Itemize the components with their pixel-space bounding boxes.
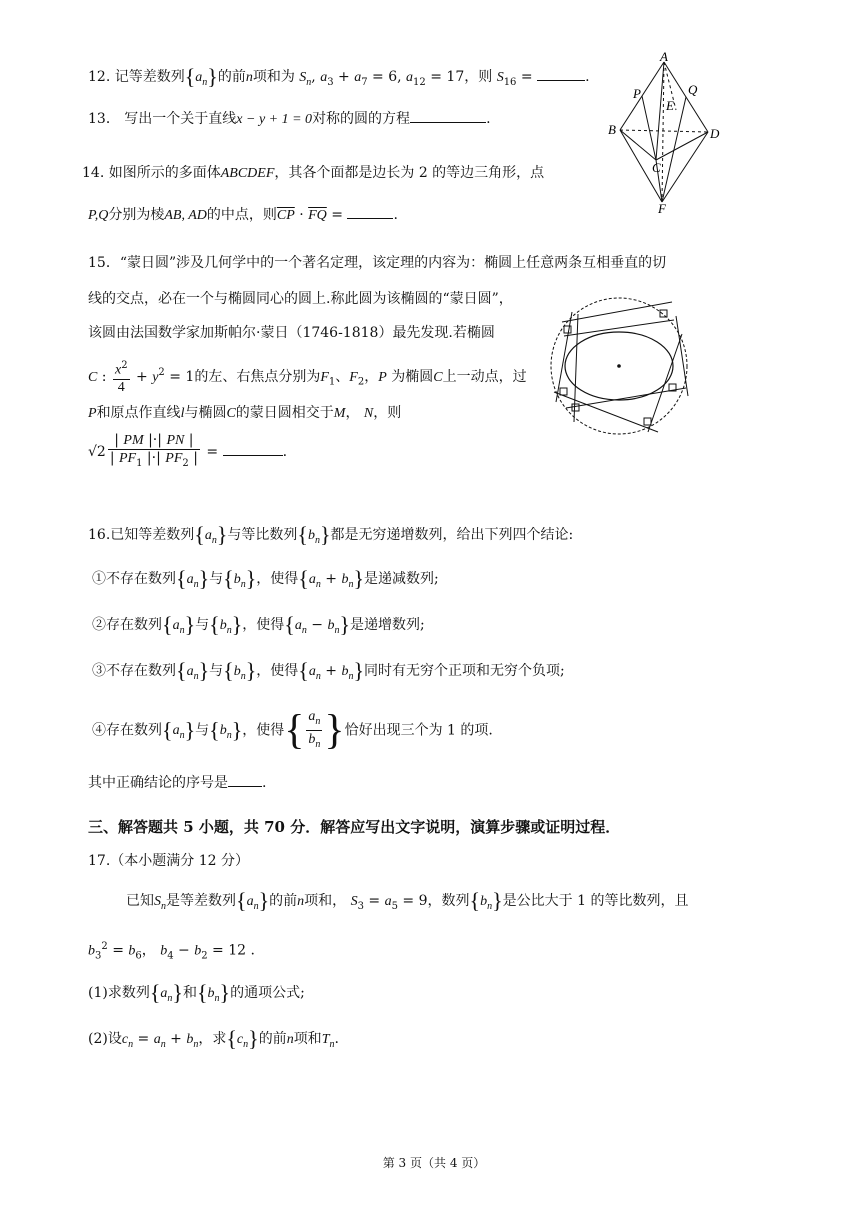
question-14-line1: 14. 如图所示的多面体ABCDEF，其各个面都是边长为 2 的等边三角形，点 [82, 165, 545, 181]
question-15-line5: P和原点作直线l与椭圆C的蒙日圆相交于M， N，则 [88, 405, 402, 421]
question-15-line6: √2 $\frac{| PM |\cdot| PN |}{| PF_1 |\cdot| PF_2 |}$ = . [88, 432, 288, 469]
answer-blank [537, 66, 585, 81]
option-1: ①不存在数列$\{a_n\}$与$\{b_n\}$，使得$\{a_n + b_n\}$是递减数列; [92, 566, 439, 591]
question-15-line2: 线的交点，必在一个与椭圆同心的圆上.称此圆为该椭圆的“蒙日圆”， [88, 291, 513, 307]
question-14-line2: P,Q分别为棱AB, AD的中点，则$\overline{CP} \cdot \overline{FQ}$ = . [88, 204, 398, 225]
label-Q: Q [688, 82, 698, 97]
monge-circle-figure [548, 292, 698, 442]
question-16-ask: 其中正确结论的序号是 . [88, 772, 266, 792]
question-15-line1: 15．“蒙日圆”涉及几何学中的一个著名定理，该定理的内容为：椭圆上任意两条互相垂直的切 [88, 255, 667, 271]
question-17-line2: $b_3^2 = b_6$， $b_4 - b_2 = 12$ . [88, 941, 255, 962]
option-4: ④存在数列$\{a_n\}$与$\{b_n\}$，使得{ $\frac{a_n}{b_n}$ }恰好出现三个为 1 的项. [92, 707, 493, 754]
label-D: D [710, 126, 720, 141]
answer-blank [223, 441, 283, 456]
polyhedron-figure [600, 52, 730, 214]
label-A: A [660, 52, 668, 64]
option-3: ③不存在数列$\{a_n\}$与$\{b_n\}$，使得$\{a_n + b_n\}$同时有无穷个正项和无穷个负项; [92, 658, 565, 683]
answer-blank [347, 204, 393, 219]
label-E: E [666, 98, 674, 113]
question-16-intro: 16.已知等差数列$\{a_n\}$与等比数列$\{b_n\}$都是无穷递增数列，给出下列四个结论: [88, 522, 574, 547]
option-2: ②存在数列$\{a_n\}$与$\{b_n\}$，使得$\{a_n - b_n\}$是递增数列; [92, 612, 425, 637]
question-13: 13． 写出一个关于直线x − y + 1 = 0对称的圆的方程 . [88, 108, 491, 129]
question-17-line1: 已知$S_n$是等差数列$\{a_n\}$的前n项和， $S_3 = a_5 = 9$，数列$\{b_n\}$是公比大于 1 的等比数列，且 [126, 888, 689, 913]
section-3-heading: 三、解答题共 5 小题，共 70 分．解答应写出文字说明，演算步骤或证明过程． [88, 818, 621, 836]
label-B: B [608, 122, 616, 137]
label-F: F [658, 201, 666, 214]
question-15-line3: 该圆由法国数学家加斯帕尔·蒙日（1746-1818）最先发现.若椭圆 [88, 325, 495, 341]
label-C: C [652, 160, 661, 175]
question-17-header: 17.（本小题满分 12 分） [88, 853, 249, 869]
question-17-part1: (1)求数列$\{a_n\}$和$\{b_n\}$的通项公式; [88, 980, 305, 1005]
page-footer: 第 3 页（共 4 页） [382, 1156, 486, 1170]
question-12: 12. 记等差数列$\{a_n\}$的前n项和为 $S_n$, $a_3 + a_7 = 6$, $a_{12} = 17$，则 $S_{16}$ = . [88, 64, 590, 89]
answer-blank [228, 772, 262, 787]
label-P: P [633, 86, 641, 101]
question-17-part2: (2)设$c_n = a_n + b_n$，求$\{c_n\}$的前n项和$T_n$. [88, 1026, 339, 1051]
question-15-line4: C : $\frac{x^2}{4}$ + $y^2 = 1$的左、右焦点分别为$F_1$、$F_2$，P 为椭圆C上一动点，过 [88, 360, 527, 395]
answer-blank [410, 108, 486, 123]
